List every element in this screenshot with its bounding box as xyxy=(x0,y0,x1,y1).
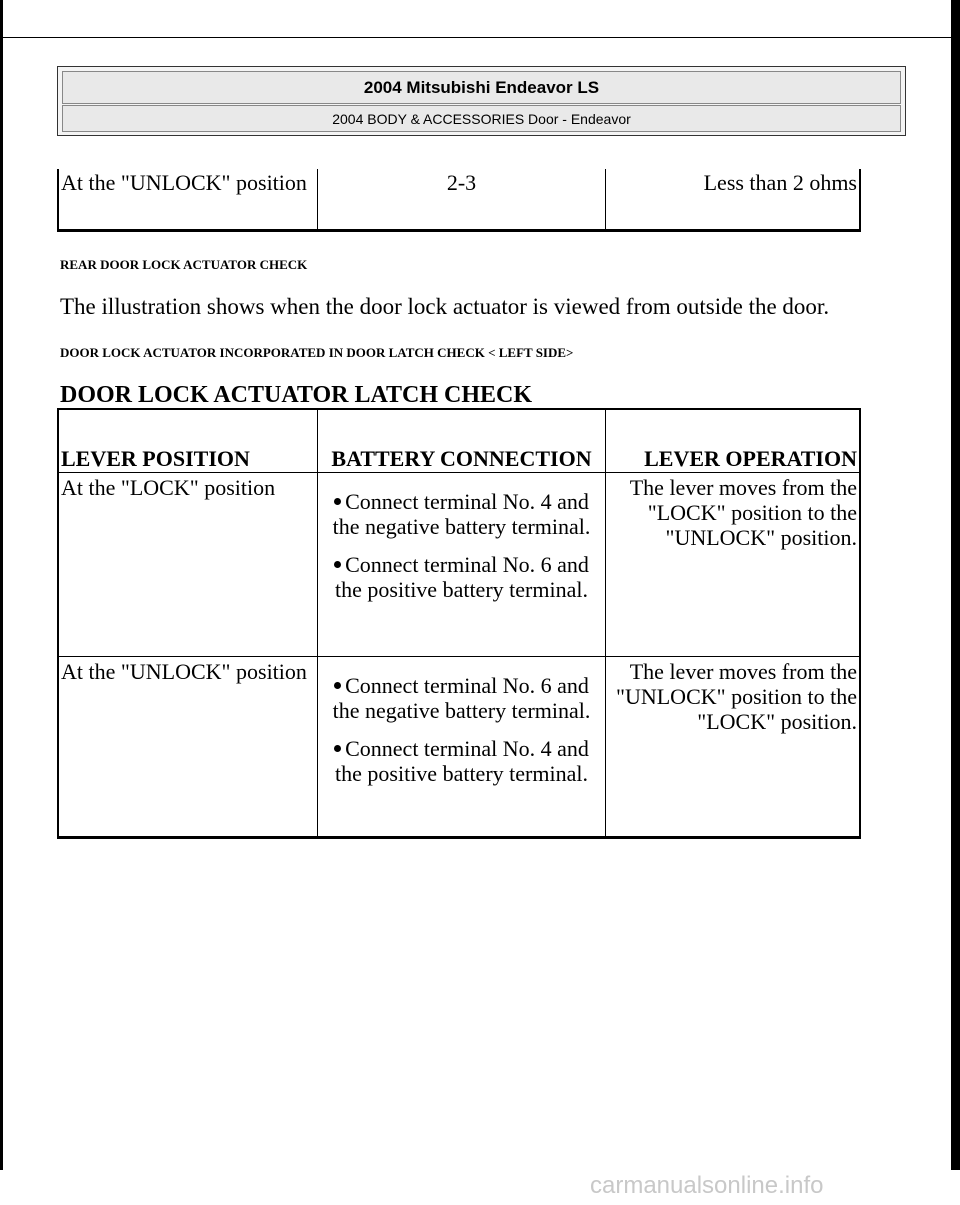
bullet-icon xyxy=(334,682,341,689)
row-connections xyxy=(318,473,606,656)
continuation-terminals: 2-3 xyxy=(318,169,606,229)
row-operation: The lever moves from the "LOCK" position to the "UNLOCK" position. xyxy=(629,475,857,550)
document-header xyxy=(57,66,906,136)
list-item xyxy=(320,736,603,786)
page-frame-right xyxy=(951,0,960,1170)
header-battery-connection: BATTERY CONNECTION xyxy=(318,410,606,472)
connection-text: Connect terminal No. 4 and the positive battery terminal. xyxy=(335,736,589,786)
rear-door-heading: REAR DOOR LOCK ACTUATOR CHECK xyxy=(60,257,308,272)
bullet-icon xyxy=(334,745,341,752)
list-item xyxy=(320,489,603,539)
watermark-text: carmanualsonline.info xyxy=(590,1172,824,1199)
header-subtitle: 2004 BODY & ACCESSORIES Door - Endeavor xyxy=(62,105,901,132)
header-lever-position: LEVER POSITION xyxy=(59,410,318,472)
header-title: 2004 Mitsubishi Endeavor LS xyxy=(62,71,901,104)
header-lever-operation: LEVER OPERATION xyxy=(644,446,857,471)
row-position: At the "UNLOCK" position xyxy=(59,657,318,836)
continuation-value: Less than 2 ohms xyxy=(703,170,857,195)
list-item xyxy=(320,673,603,723)
illustration-note: The illustration shows when the door lock actuator is viewed from outside the door. xyxy=(60,294,830,319)
latch-check-table xyxy=(57,408,861,839)
continuation-position: At the "UNLOCK" position xyxy=(59,169,318,229)
left-side-heading: DOOR LOCK ACTUATOR INCORPORATED IN DOOR LATCH CHECK < LEFT SIDE> xyxy=(60,345,574,360)
table-row xyxy=(59,657,859,836)
row-position: At the "LOCK" position xyxy=(59,473,318,656)
connection-text: Connect terminal No. 6 and the negative battery terminal. xyxy=(332,673,591,723)
table-title: DOOR LOCK ACTUATOR LATCH CHECK xyxy=(60,382,533,408)
page-frame-left xyxy=(0,0,3,1170)
continuation-table-row xyxy=(57,169,861,232)
connection-text: Connect terminal No. 6 and the positive battery terminal. xyxy=(335,552,589,602)
list-item xyxy=(320,552,603,602)
table-row xyxy=(59,473,859,657)
bullet-icon xyxy=(334,498,341,505)
row-operation: The lever moves from the "UNLOCK" position to the "LOCK" position. xyxy=(615,659,857,734)
bullet-icon xyxy=(334,561,341,568)
row-connections xyxy=(318,657,606,836)
page-frame-top xyxy=(0,37,951,38)
connection-text: Connect terminal No. 4 and the negative battery terminal. xyxy=(332,489,591,539)
table-header-row xyxy=(59,410,859,473)
